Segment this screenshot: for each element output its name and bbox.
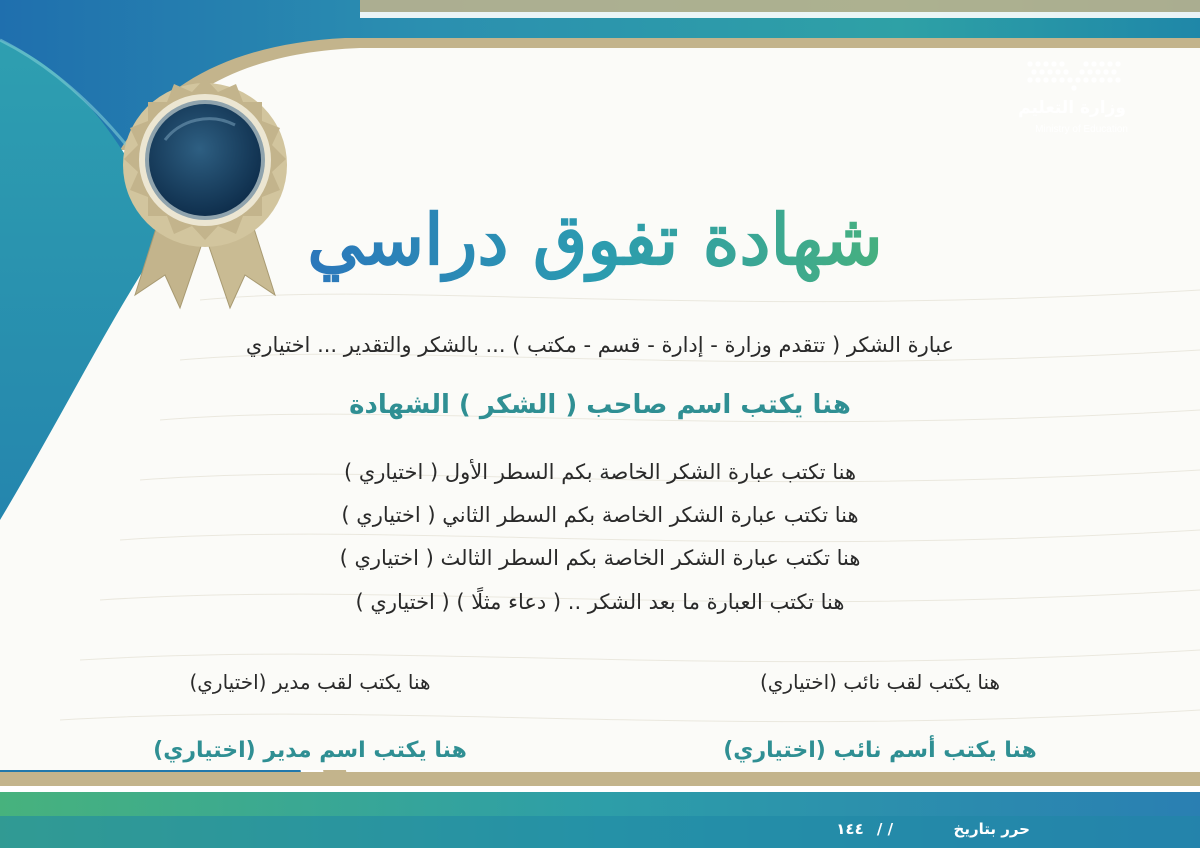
intro-line: عبارة الشكر ( تتقدم وزارة - إدارة - قسم - مكتب ) ... بالشكر والتقدير ... اختياري (245, 333, 955, 357)
body-line-3: هنا تكتب عبارة الشكر الخاصة بكم السطر الثالث ( اختياري ) (339, 546, 861, 570)
deputy-name: هنا يكتب أسم نائب (اختياري) (723, 738, 1037, 763)
body-line-2: هنا تكتب عبارة الشكر الخاصة بكم السطر الثاني ( اختياري ) (341, 503, 859, 527)
deputy-title: هنا يكتب لقب نائب (اختياري) (759, 670, 1001, 694)
footer-year-prefix: ١٤٤ (836, 820, 864, 838)
footer-date-separators: / / (876, 820, 894, 838)
footer-date-label: حرر بتاريخ (953, 820, 1030, 838)
director-name: هنا يكتب اسم مدير (اختياري) (153, 738, 467, 763)
recipient-name: هنا يكتب اسم صاحب ( الشكر ) الشهادة (349, 390, 851, 420)
body-line-1: هنا تكتب عبارة الشكر الخاصة بكم السطر الأول ( اختياري ) (343, 460, 857, 484)
ministry-name-ar: وزارة التعليم (1018, 98, 1126, 118)
director-title: هنا يكتب لقب مدير (اختياري) (189, 670, 431, 694)
ministry-name-en: Ministry of Education (1035, 124, 1128, 135)
certificate-title (307, 172, 883, 302)
ministry-logo (1012, 58, 1132, 143)
ribbon-seal-icon (110, 70, 300, 310)
certificate-title-text: شهادة تفوق دراسي (307, 198, 883, 281)
body-line-4: هنا تكتب العبارة ما بعد الشكر .. ( دعاء مثلًا ) ( اختياري ) (355, 590, 845, 614)
ministry-dots-logo-icon (1024, 58, 1124, 92)
